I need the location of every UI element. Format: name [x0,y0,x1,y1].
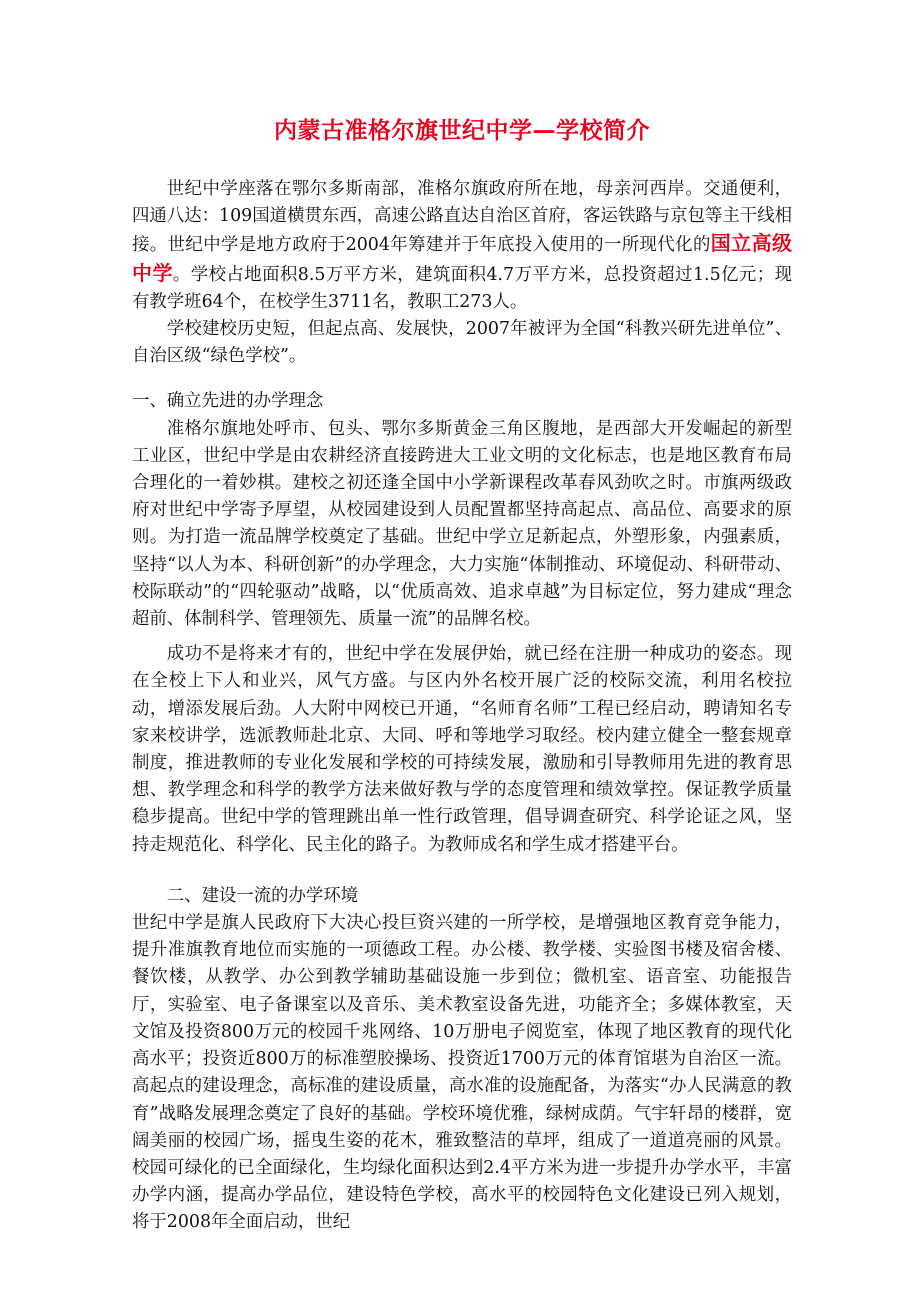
intro-paragraph-1 [132,176,792,316]
document-title: 内蒙古准格尔旗世纪中学—学校简介 [274,118,650,144]
document-page [132,0,792,1237]
section-1-paragraph-2: 成功不是将来才有的，世纪中学在发展伊始，就已经在注册一种成功的姿态。现在全校上下人和业兴，风气方盛。与区内外名校开展广泛的校际交流，利用名校拉动，增添发展后劲。人大附中网校已开通，“名师育名师”工程已经启动，聘请知名专家来校讲学，选派教师赴北京、大同、呼和等地学习取经。校内建立健全一整套规章制度，推进教师的专业化发展和学校的可持续发展，激励和引导教师用先进的教育思想、教学理念和科学的教学方法来做好教与学的态度管理和绩效掌控。保证教学质量稳步提高。世纪中学的管理跳出单一性行政管理，倡导调查研究、科学论证之风，坚持走规范化、科学化、民主化的路子。为教师成名和学生成才搭建平台。 [132,644,792,855]
section-1-heading: 一、确立先进的办学理念 [132,391,324,412]
document-body [132,176,792,1237]
spacer [132,633,792,641]
spacer [132,370,792,388]
intro-text-before: 世纪中学座落在鄂尔多斯南部，准格尔旗政府所在地，母亲河西岸。交通便利，四通八达：109国道横贯东西，高速公路直达自治区首府，客运铁路与京包等主干线相接。世纪中学是地方政府于2004年筹建并于年底投入使用的一所现代化的 [132,179,792,256]
intro-text-after: 。学校占地面积8.5万平方米，建筑面积4.7万平方米，总投资超过1.5亿元；现有教学班64个，在校学生3711名，教职工273人。 [132,264,792,312]
section-2-paragraph-1: 世纪中学是旗人民政府下大决心投巨资兴建的一所学校，是增强地区教育竞争能力，提升准旗教育地位而实施的一项德政工程。办公楼、教学楼、实验图书楼及宿舍楼、餐饮楼，从教学、办公到教学辅助基础设施一步到位；微机室、语音室、功能报告厅，实验室、电子备课室以及音乐、美术教室设备先进，功能齐全；多媒体教室，天文馆及投资800万元的校园千兆网络、10万册电子阅览室，体现了地区教育的现代化高水平；投资近800万的标准塑胶操场、投资近1700万元的体育馆堪为自治区一流。高起点的建设理念，高标准的建设质量，高水准的设施配备，为落实“办人民满意的教育”战略发展理念奠定了良好的基础。学校环境优雅，绿树成荫。气宇轩昂的楼群，宽阔美丽的校园广场，摇曳生姿的花木，雅致整洁的草坪，组成了一道道亮丽的风景。校园可绿化的已全面绿化，生均绿化面积达到2.4平方米为进一步提升办学水平，丰富办学内涵，提高办学品位，建设特色学校，高水平的校园特色文化建设已列入规划，将于2008年全面启动，世纪 [132,913,792,1233]
section-1-paragraph-1: 准格尔旗地处呼市、包头、鄂尔多斯黄金三角区腹地，是西部大开发崛起的新型工业区，世纪中学是由农耕经济直接跨进大工业文明的文化标志，也是地区教育布局合理化的一着妙棋。建校之初还逢全国中小学新课程改革春风劲吹之时。市旗两级政府对世纪中学寄予厚望，从校园建设到人员配置都坚持高起点、高品位、高要求的原则。为打造一流品牌学校奠定了基础。世纪中学立足新起点，外塑形象，内强素质，坚持“以人为本、科研创新”的办学理念，大力实施“体制推动、环境促动、科研带动、校际联动”的“四轮驱动”战略，以“优质高效、追求卓越”为目标定位，努力建成“理念超前、体制科学、管理领先、质量一流”的品牌名校。 [132,418,792,630]
highlight-school-type: 国立高级中学 [132,231,793,285]
intro-paragraph-2: 学校建校历史短，但起点高、发展快，2007年被评为全国“科教兴研先进单位”、自治区级“绿色学校”。 [132,319,792,367]
spacer [132,859,792,883]
section-2-heading: 二、建设一流的办学环境 [166,885,359,906]
